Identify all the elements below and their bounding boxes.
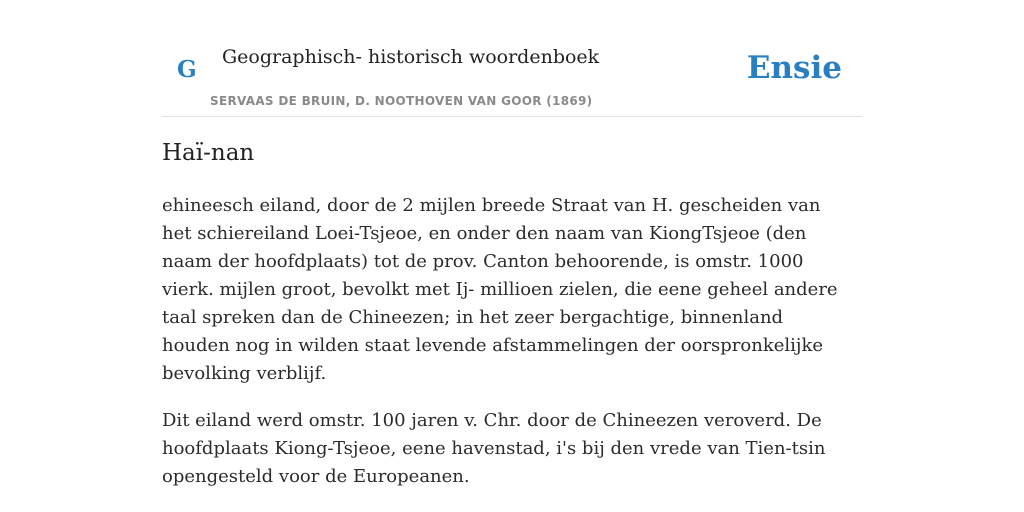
book-title-link[interactable]: Geographisch- historisch woordenboek — [222, 46, 600, 68]
page-header — [162, 0, 862, 117]
entry-content — [162, 192, 852, 510]
index-letter-link[interactable]: G — [177, 56, 197, 83]
entry-paragraph: Dit eiland werd omstr. 100 jaren v. Chr. door de Chineezen veroverd. De hoofdplaats Kiong-Tsjeoe, eene havenstad, i's bij den vrede van Tien-tsin opengesteld voor de Europeanen. — [162, 410, 826, 487]
book-author: SERVAAS DE BRUIN, D. NOOTHOVEN VAN GOOR (1869) — [210, 94, 593, 108]
entry-title: Haï-nan — [162, 140, 255, 166]
entry-paragraph: ehineesch eiland, door de 2 mijlen breede Straat van H. gescheiden van het schiereiland Loei-Tsjeoe, en onder den naam van KiongTsjeoe (den naam der hoofdplaats) tot de prov. Canton behoorende, is omstr. 1000 vierk. mijlen groot, bevolkt met Ij- millioen zielen, die eene geheel andere taal spreken dan de Chineezen; in het zeer bergachtige, binnenland houden nog in wilden staat levende afstammelingen der oorspronkelijke bevolking verblijf. — [162, 195, 838, 384]
ensie-logo-link[interactable]: Ensie — [746, 50, 842, 86]
